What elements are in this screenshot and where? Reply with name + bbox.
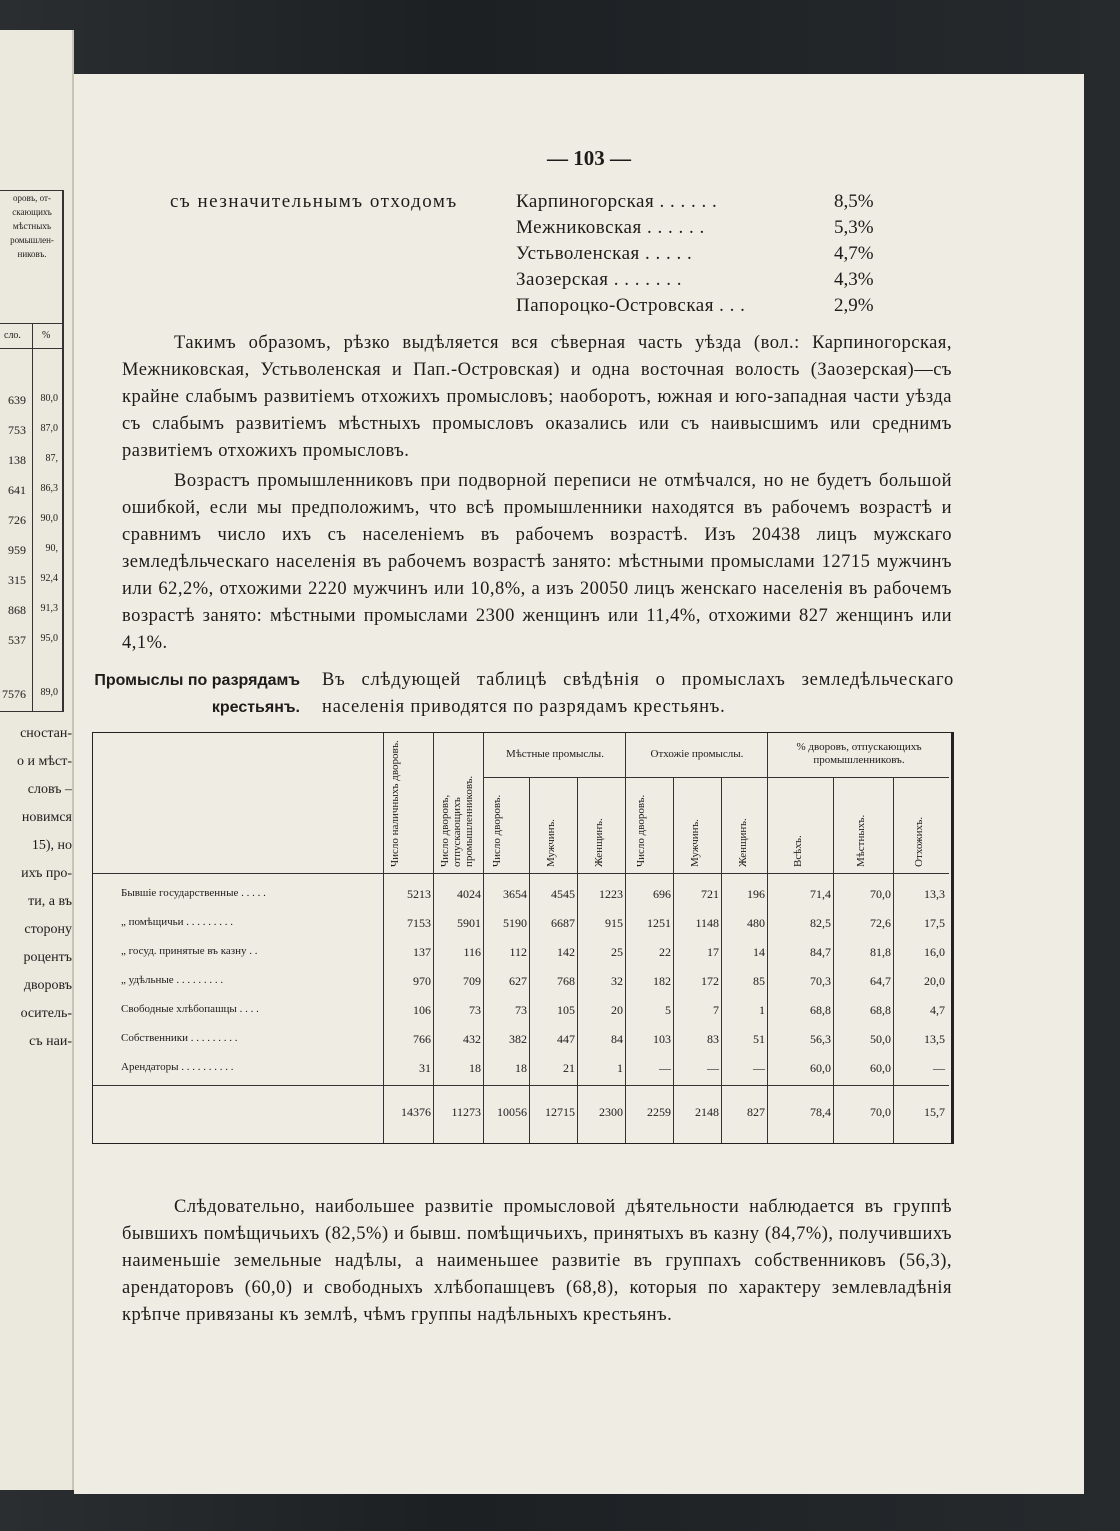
volost-name: Заозерская . . . . . . . <box>516 269 682 290</box>
volost-list-lead: съ незначительнымъ отходомъ <box>170 191 458 212</box>
col-head: Женщинъ. <box>593 818 605 867</box>
table-total-cell: 70,0 <box>870 1105 891 1119</box>
table-cell: 142 <box>557 945 575 959</box>
left-text-line: новимся <box>21 810 72 825</box>
table-cell: 84,7 <box>810 945 831 959</box>
table-cell: 5 <box>665 1003 671 1017</box>
left-text-line: съ наи- <box>29 1034 72 1049</box>
table-cell: — <box>707 1061 719 1075</box>
table-cell: 21 <box>563 1061 575 1075</box>
table-cell: 4024 <box>457 887 481 901</box>
table-cell: 5213 <box>407 887 431 901</box>
table-cell: 50,0 <box>870 1032 891 1046</box>
group-head-local: Мѣстные промыслы. <box>506 748 604 760</box>
table-cell: 196 <box>747 887 765 901</box>
table-cell: 16,0 <box>924 945 945 959</box>
table-cell: 3654 <box>503 887 527 901</box>
volost-name: Межниковская . . . . . . <box>516 217 705 238</box>
left-text-line: о и мѣст- <box>17 754 72 769</box>
table-cell: 17,5 <box>924 916 945 930</box>
table-cell: 20 <box>611 1003 623 1017</box>
left-text-line: ти, а въ <box>28 894 72 909</box>
table-cell: 64,7 <box>870 974 891 988</box>
table-cell: 70,3 <box>810 974 831 988</box>
table-row-label: Арендаторы . . . . . . . . . . <box>121 1061 234 1073</box>
col-head: Отхожихъ. <box>913 816 925 867</box>
table-cell: 382 <box>509 1032 527 1046</box>
table-cell: 172 <box>701 974 719 988</box>
table-cell: 721 <box>701 887 719 901</box>
table-cell: 709 <box>463 974 481 988</box>
table-cell: 1251 <box>647 916 671 930</box>
table-cell: 432 <box>463 1032 481 1046</box>
table-cell: 25 <box>611 945 623 959</box>
volost-pct: 4,7% <box>834 243 874 264</box>
table-cell: 5901 <box>457 916 481 930</box>
table-total-cell: 2148 <box>695 1105 719 1119</box>
table-cell: 6687 <box>551 916 575 930</box>
table-row-label: „ удѣльные . . . . . . . . . <box>121 974 224 986</box>
left-header-line: оровъ, от- <box>13 193 51 203</box>
table-cell: 71,4 <box>810 887 831 901</box>
volost-row <box>516 217 876 243</box>
volost-row <box>516 295 876 321</box>
left-page-table: оровъ, от- скающихъ мѣстныхъ ромышлен- никовъ. сло. % 639 80,0 753 87,0 138 87, 641 86,3 726 90,0 959 90, 315 92,4 868 91,3 537 95,0 7576 89,0 <box>0 190 64 712</box>
table-total-cell: 12715 <box>545 1105 575 1119</box>
table-cell: — <box>933 1061 945 1075</box>
table-cell: 13,5 <box>924 1032 945 1046</box>
table-cell: 480 <box>747 916 765 930</box>
table-total-cell: 11273 <box>451 1105 481 1119</box>
table-cell: 84 <box>611 1032 623 1046</box>
col-head: Число дворовъ, отпускающихъ промышленниковъ. <box>439 775 475 867</box>
table-cell: 4545 <box>551 887 575 901</box>
peasant-categories-table <box>92 732 954 1144</box>
col-head: Мужчинъ. <box>689 819 701 867</box>
table-cell: 70,0 <box>870 887 891 901</box>
left-text-line: дворовъ <box>23 978 72 993</box>
col-head: Мѣстныхъ. <box>855 814 867 867</box>
paragraph-conclusion-groups: Слѣдовательно, наибольшее развитіе промысловой дѣятельности наблюдается въ группѣ бывшихъ помѣщичьихъ (82,5%) и бывш. помѣщичьихъ, принятыхъ въ казну (84,7%), получившихъ наименьшіе земельные надѣлы, а наименьшее развитіе въ группахъ собственниковъ (56,3), арендаторовъ (60,0) и свободныхъ хлѣбопашцевъ (68,8), которыя по характеру землевладѣнія крѣпче привязаны къ землѣ, чѣмъ группы надѣльныхъ крестьянъ. <box>122 1197 952 1325</box>
table-cell: 1223 <box>599 887 623 901</box>
table-cell: — <box>753 1061 765 1075</box>
left-colhead: % <box>42 330 51 341</box>
table-cell: 1 <box>617 1061 623 1075</box>
table-total-cell: 14376 <box>401 1105 431 1119</box>
table-cell: 768 <box>557 974 575 988</box>
table-cell: 73 <box>469 1003 481 1017</box>
table-cell: 68,8 <box>870 1003 891 1017</box>
paragraph-conclusion-regions: Такимъ образомъ, рѣзко выдѣляется вся сѣверная часть уѣзда (вол.: Карпиногорская, Межниковская, Устьволенская и Пап.-Островская) и одна восточная волость (Заозерская)—съ крайне слабымъ развитіемъ отхожихъ промысловъ; наоборотъ, южная и юго-западная части уѣзда съ слабымъ развитіемъ мѣстныхъ промысловъ оказались или съ наивысшимъ или среднимъ развитіемъ отхожихъ промысловъ. <box>122 333 952 461</box>
table-cell: 7153 <box>407 916 431 930</box>
table-cell: 60,0 <box>810 1061 831 1075</box>
table-total-cell: 827 <box>747 1105 765 1119</box>
table-cell: 32 <box>611 974 623 988</box>
left-header-line: мѣстныхъ <box>12 221 52 231</box>
table-cell: 20,0 <box>924 974 945 988</box>
volost-row <box>516 191 876 217</box>
volost-name: Папороцко-Островская . . . <box>516 295 746 316</box>
table-cell: 1148 <box>695 916 719 930</box>
left-text-line: ихъ про- <box>21 866 72 881</box>
table-cell: — <box>659 1061 671 1075</box>
volost-name: Устьволенская . . . . . <box>516 243 693 264</box>
table-cell: 83 <box>707 1032 719 1046</box>
left-header-line: скающихъ <box>12 207 52 217</box>
left-table-colheads <box>0 323 62 349</box>
col-head: Число дворовъ. <box>635 794 647 867</box>
group-head-otkhozh: Отхожіе промыслы. <box>650 748 744 760</box>
col-head: Число наличныхъ дворовъ. <box>389 740 401 867</box>
volost-pct: 8,5% <box>834 191 874 212</box>
table-cell: 51 <box>753 1032 765 1046</box>
table-cell: 22 <box>659 945 671 959</box>
table-cell: 18 <box>469 1061 481 1075</box>
table-cell: 85 <box>753 974 765 988</box>
left-table-header <box>4 191 60 261</box>
table-row-label: Собственники . . . . . . . . . <box>121 1032 238 1044</box>
table-cell: 447 <box>557 1032 575 1046</box>
table-row-label: Свободные хлѣбопашцы . . . . <box>121 1003 259 1015</box>
col-head: Женщинъ. <box>737 818 749 867</box>
table-total-cell: 2259 <box>647 1105 671 1119</box>
col-head: Мужчинъ. <box>545 819 557 867</box>
table-cell: 1 <box>759 1003 765 1017</box>
left-text-line: словъ – <box>27 782 72 797</box>
left-header-line: ромышлен- <box>10 235 54 245</box>
table-cell: 73 <box>515 1003 527 1017</box>
table-cell: 627 <box>509 974 527 988</box>
left-table-divider <box>32 323 33 711</box>
volost-pct: 5,3% <box>834 217 874 238</box>
left-text-line: сторону <box>24 922 72 937</box>
table-cell: 4,7 <box>930 1003 945 1017</box>
volost-row <box>516 269 876 295</box>
volost-row <box>516 243 876 269</box>
left-text-line: роцентъ <box>23 950 72 965</box>
table-cell: 766 <box>413 1032 431 1046</box>
table-cell: 56,3 <box>810 1032 831 1046</box>
table-total-cell: 10056 <box>497 1105 527 1119</box>
table-cell: 72,6 <box>870 916 891 930</box>
table-total-cell: 2300 <box>599 1105 623 1119</box>
left-page-text <box>0 720 72 1056</box>
table-total-cell: 78,4 <box>810 1105 831 1119</box>
main-page <box>74 74 1084 1494</box>
table-cell: 182 <box>653 974 671 988</box>
table-cell: 970 <box>413 974 431 988</box>
section-title: Промыслы по разрядамъ крестьянъ. <box>94 672 300 716</box>
section-intro: Въ слѣдующей таблицѣ свѣдѣнія о промыслахъ земледѣльческаго населенія приводятся по разрядамъ крестьянъ. <box>322 670 954 717</box>
table-cell: 103 <box>653 1032 671 1046</box>
table-total-cell: 15,7 <box>924 1105 945 1119</box>
page-number: — 103 — <box>547 146 631 170</box>
left-header-line: никовъ. <box>17 249 47 259</box>
table-cell: 60,0 <box>870 1061 891 1075</box>
table-cell: 106 <box>413 1003 431 1017</box>
paragraph-working-age: Возрастъ промышленниковъ при подворной переписи не отмѣчался, но не будетъ большой ошибкой, если мы предположимъ, что всѣ промышленники находятся въ рабочемъ возрастѣ и сравнимъ число ихъ съ населеніемъ въ рабочемъ возрастѣ. Изъ 20438 лицъ мужскаго земледѣльческаго населенія въ рабочемъ возрастѣ занято: мѣстными промыслами 12715 мужчинъ или 62,2%, отхожими 2220 мужчинъ или 10,8%, а изъ 20050 лицъ женскаго населенія въ рабочемъ возрастѣ занято: мѣстными промыслами 2300 женщинъ или 11,4%, отхожими 827 женщинъ или 4,1%. <box>122 471 952 653</box>
table-cell: 13,3 <box>924 887 945 901</box>
volost-name: Карпиногорская . . . . . . <box>516 191 718 212</box>
table-cell: 105 <box>557 1003 575 1017</box>
table-row-label: Бывшіе государственные . . . . . <box>121 887 266 899</box>
table-cell: 5190 <box>503 916 527 930</box>
table-cell: 116 <box>463 945 481 959</box>
table-cell: 82,5 <box>810 916 831 930</box>
left-text-line: оситель- <box>20 1006 72 1021</box>
table-cell: 18 <box>515 1061 527 1075</box>
col-head: Всѣхъ. <box>792 835 804 867</box>
left-facing-page <box>0 30 74 1490</box>
table-cell: 696 <box>653 887 671 901</box>
table-row-label: „ помѣщичьи . . . . . . . . . <box>121 916 234 928</box>
table-cell: 915 <box>605 916 623 930</box>
left-text-line: сностан- <box>20 726 72 741</box>
left-text-line: 15), но <box>31 838 72 853</box>
table-cell: 14 <box>753 945 765 959</box>
group-head-pct: % дворовъ, отпускающихъ промышленниковъ. <box>796 741 922 766</box>
table-cell: 81,8 <box>870 945 891 959</box>
table-cell: 112 <box>509 945 527 959</box>
table-cell: 17 <box>707 945 719 959</box>
table-row-label: „ госуд. принятые въ казну . . <box>121 945 258 957</box>
volost-pct: 4,3% <box>834 269 874 290</box>
left-colhead: сло. <box>4 330 21 341</box>
table-cell: 137 <box>413 945 431 959</box>
volost-pct: 2,9% <box>834 295 874 316</box>
col-head: Число дворовъ. <box>491 794 503 867</box>
table-cell: 68,8 <box>810 1003 831 1017</box>
table-cell: 7 <box>713 1003 719 1017</box>
table-cell: 31 <box>419 1061 431 1075</box>
